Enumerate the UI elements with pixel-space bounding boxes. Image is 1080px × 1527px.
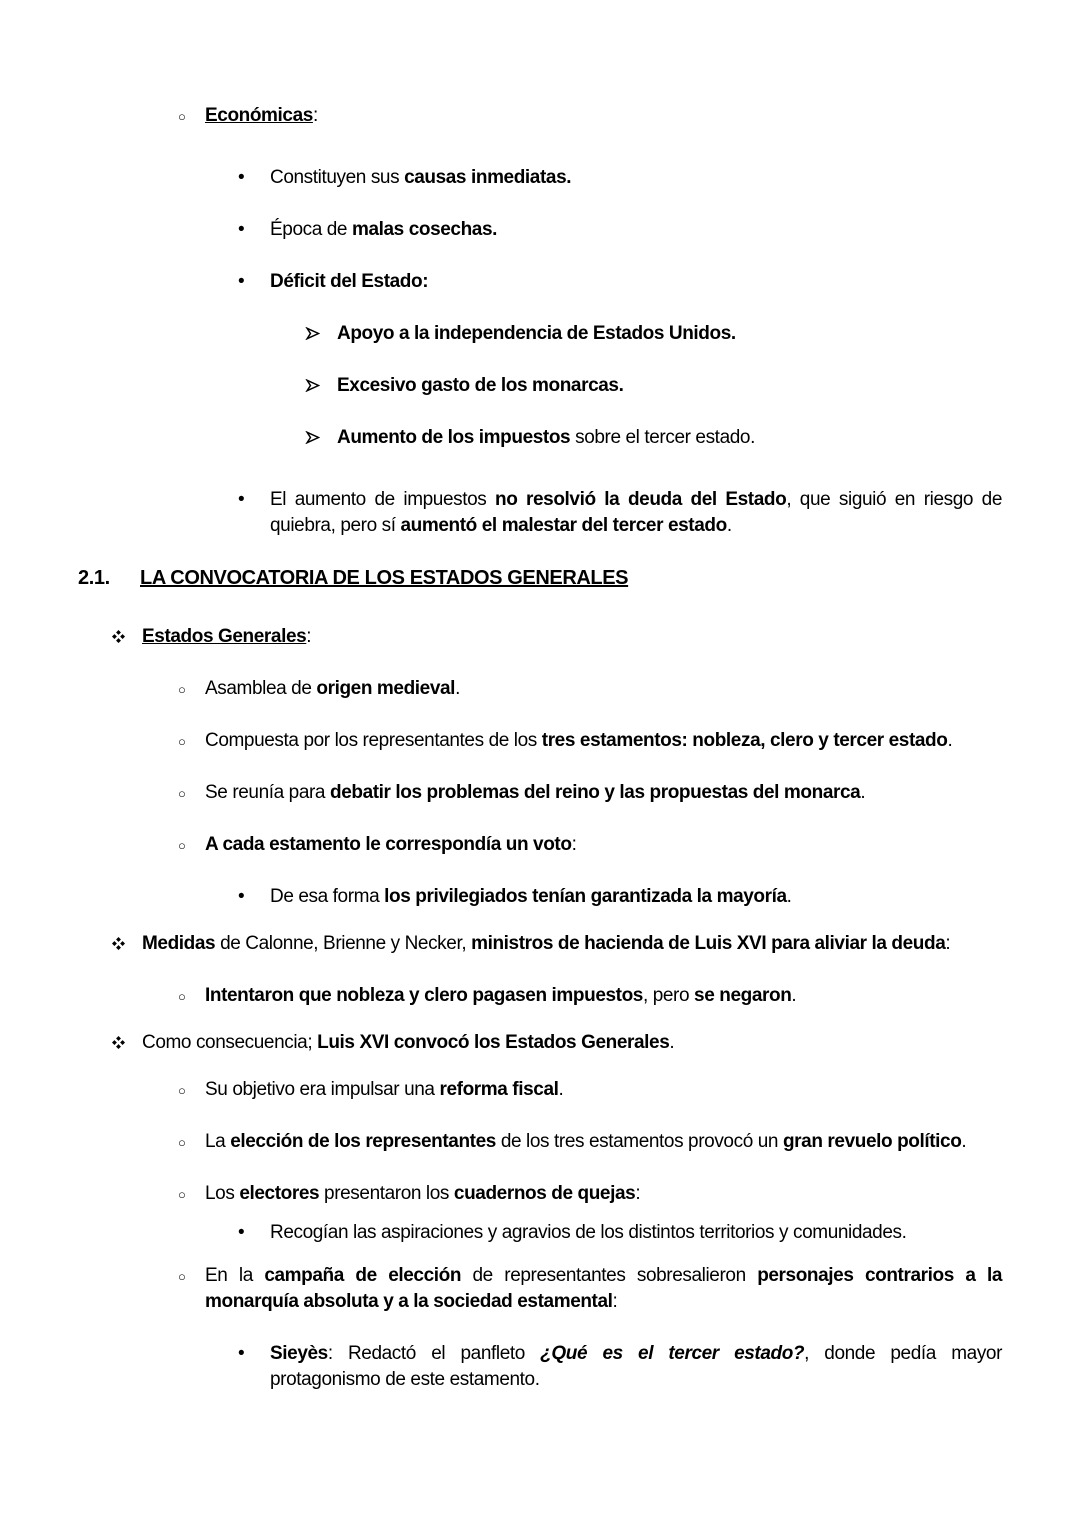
text-run: se negaron [694, 985, 792, 1006]
text-run: : Redactó el panfleto [327, 1343, 541, 1364]
list-item [78, 217, 1002, 243]
list-item [78, 487, 1002, 539]
list-item [78, 884, 1002, 910]
list-item-text [142, 624, 1002, 650]
text-run: Constituyen sus [270, 167, 405, 188]
dot-bullet-icon: • [238, 489, 245, 510]
list-item-text [205, 832, 1002, 858]
text-run: De esa forma [270, 886, 385, 907]
list-item [78, 373, 1002, 399]
text-run: : [312, 105, 318, 126]
text-run: Medidas [142, 933, 216, 954]
circle-bullet-icon: ○ [178, 682, 186, 697]
text-run: Apoyo a la independencia de Estados Unidos. [337, 323, 736, 344]
text-run: Aumento de los impuestos [337, 427, 571, 448]
text-run: sobre el tercer estado. [570, 427, 755, 448]
text-run: : [612, 1291, 618, 1312]
dot-bullet-icon: • [238, 1343, 245, 1364]
text-run: A cada estamento le correspondía un voto [205, 834, 572, 855]
text-run: personajes contrarios a la monarquía absoluta y a la sociedad estamental [205, 1265, 1002, 1312]
circle-bullet-icon: ○ [178, 109, 186, 124]
section-heading-title: LA CONVOCATORIA DE LOS ESTADOS GENERALES [140, 567, 629, 589]
list-item [78, 832, 1002, 858]
text-run: malas cosechas. [351, 219, 498, 240]
text-run: . [947, 730, 953, 751]
list-item-text [142, 931, 1002, 957]
circle-bullet-icon: ○ [178, 1135, 186, 1150]
arrow-bullet-icon [305, 321, 337, 340]
circle-bullet-icon: ○ [178, 1269, 186, 1284]
list-item [78, 103, 1002, 129]
list-item-text [270, 269, 1002, 295]
text-run: origen medieval [316, 678, 456, 699]
text-run: . [860, 782, 866, 803]
list-item-text [270, 884, 1002, 910]
list-item [78, 165, 1002, 191]
text-run: Los [205, 1183, 240, 1204]
list-item [78, 1077, 1002, 1103]
text-run: electores [239, 1183, 320, 1204]
text-run: Déficit del Estado: [270, 271, 429, 292]
text-run: Se reunía para [205, 782, 330, 803]
section-heading [78, 565, 1002, 591]
text-run: Sieyès [270, 1343, 328, 1364]
text-run: debatir los problemas del reino y las propuestas del monarca [329, 782, 861, 803]
list-item-text [205, 1077, 1002, 1103]
list-item [78, 676, 1002, 702]
list-item-text [205, 1181, 1002, 1207]
text-run: . [558, 1079, 564, 1100]
text-run: de representantes sobresalieron [461, 1265, 758, 1286]
list-item-text [270, 217, 1002, 243]
diamond-bullet-icon [112, 624, 142, 643]
text-run: Intentaron que nobleza y clero pagasen impuestos [205, 985, 643, 1006]
dot-bullet-icon: • [238, 1222, 245, 1243]
list-item-text [337, 321, 1002, 347]
dot-bullet-icon: • [238, 271, 245, 292]
text-run: La [205, 1131, 231, 1152]
list-item-text [337, 373, 1002, 399]
dot-bullet-icon: • [238, 167, 245, 188]
text-run: Compuesta por los representantes de los [205, 730, 542, 751]
text-run: Excesivo gasto de los monarcas. [337, 375, 624, 396]
circle-bullet-icon: ○ [178, 786, 186, 801]
text-run: de los tres estamentos provocó un [495, 1131, 783, 1152]
text-run: . [791, 985, 797, 1006]
list-item-text [205, 728, 1002, 754]
text-run: . [786, 886, 792, 907]
text-run: causas inmediatas. [404, 167, 572, 188]
list-item [78, 983, 1002, 1009]
list-item [78, 1220, 1002, 1246]
text-run: Su objetivo era impulsar una [205, 1079, 440, 1100]
circle-bullet-icon: ○ [178, 734, 186, 749]
text-run: Luis XVI convocó los Estados Generales [317, 1032, 670, 1053]
list-item-text [337, 425, 1002, 451]
text-run: . [455, 678, 460, 699]
circle-bullet-icon: ○ [178, 1187, 186, 1202]
list-item [78, 728, 1002, 754]
text-run: En la [205, 1265, 265, 1286]
list-item-text [270, 487, 1002, 539]
text-run: , que siguió en riesgo de quiebra, pero sí [270, 489, 1002, 536]
text-run: Época de [270, 219, 352, 240]
text-run: de Calonne, Brienne y Necker, [215, 933, 472, 954]
list-item [78, 1263, 1002, 1315]
text-run: ministros de hacienda de Luis XVI para aliviar la deuda [471, 933, 946, 954]
dot-bullet-icon: • [238, 219, 245, 240]
text-run: campaña de elección [264, 1265, 462, 1286]
list-item [78, 321, 1002, 347]
list-item [78, 269, 1002, 295]
text-run: El aumento de impuestos [270, 489, 495, 510]
text-run: gran revuelo político [782, 1131, 962, 1152]
diamond-bullet-icon [112, 931, 142, 950]
list-item-text [205, 780, 1002, 806]
list-item-text [205, 676, 1002, 702]
text-run: Asamblea de [205, 678, 317, 699]
list-item-text [205, 983, 1002, 1009]
text-run: : [635, 1183, 641, 1204]
arrow-bullet-icon [305, 425, 337, 444]
text-run: reforma fiscal [439, 1079, 559, 1100]
text-run: Recogían las aspiraciones y agravios de los distintos territorios y comunidades. [270, 1222, 907, 1243]
circle-bullet-icon: ○ [178, 989, 186, 1004]
text-run: : [571, 834, 577, 855]
list-item [78, 624, 1002, 650]
list-item [78, 780, 1002, 806]
text-run: : [306, 626, 312, 647]
text-run: ¿Qué es el tercer estado? [540, 1343, 805, 1364]
text-run: Económicas [205, 105, 313, 126]
text-run: Como consecuencia; [142, 1032, 318, 1053]
text-run: no resolvió la deuda del Estado [495, 489, 787, 510]
list-item-text [205, 1129, 1002, 1155]
document-body [78, 103, 1002, 1393]
text-run: : [945, 933, 951, 954]
list-item [78, 1181, 1002, 1207]
dot-bullet-icon: • [238, 886, 245, 907]
list-item [78, 1030, 1002, 1056]
text-run: , pero [642, 985, 695, 1006]
text-run: . [726, 515, 732, 536]
arrow-bullet-icon [305, 373, 337, 392]
section-heading-number: 2.1. [78, 567, 110, 589]
list-item-text [142, 1030, 1002, 1056]
list-item [78, 931, 1002, 957]
list-item-text [270, 1341, 1002, 1393]
list-item-text [205, 103, 1002, 129]
list-item [78, 1129, 1002, 1155]
text-run: aumentó el malestar del tercer estado [400, 515, 727, 536]
text-run: Estados Generales [142, 626, 307, 647]
diamond-bullet-icon [112, 1030, 142, 1049]
list-item [78, 425, 1002, 451]
text-run: presentaron los [319, 1183, 454, 1204]
circle-bullet-icon: ○ [178, 1083, 186, 1098]
list-item-text [270, 1220, 1002, 1246]
text-run: elección de los representantes [230, 1131, 496, 1152]
text-run: , donde pedía mayor protagonismo de este estamento. [270, 1343, 1003, 1390]
circle-bullet-icon: ○ [178, 838, 186, 853]
text-run: los privilegiados tenían garantizada la mayoría [384, 886, 787, 907]
text-run: . [961, 1131, 967, 1152]
text-run: tres estamentos: nobleza, clero y tercer estado [541, 730, 948, 751]
list-item-text [270, 165, 1002, 191]
text-run: . [669, 1032, 675, 1053]
list-item-text [205, 1263, 1002, 1315]
text-run: cuadernos de quejas [453, 1183, 636, 1204]
list-item [78, 1341, 1002, 1393]
